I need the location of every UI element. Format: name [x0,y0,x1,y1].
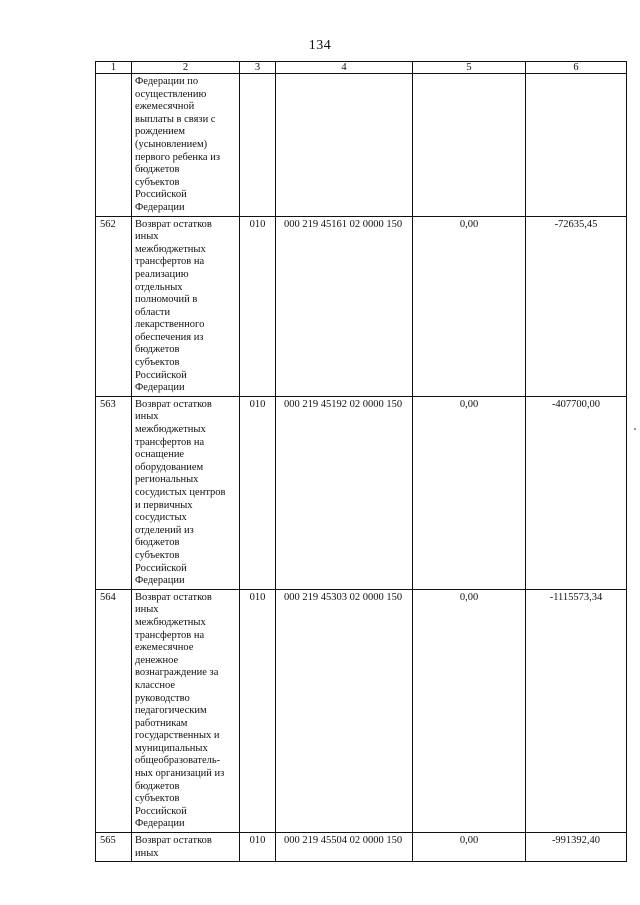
row-name-line: трансфертов на [135,629,205,641]
row-name-line: оснащение [135,449,185,461]
row-name [132,74,240,217]
budget-classification-code: 000 219 45303 02 0000 150 [276,589,413,832]
value-column-6: -407700,00 [526,396,627,589]
value-column-5: 0,00 [413,216,526,396]
row-name [132,589,240,832]
column-number-5: 5 [413,62,526,74]
page-number: 134 [308,38,332,53]
admin-code: 010 [240,216,276,396]
row-name-line: муниципальных [135,742,208,754]
row-name-line: Федерации по [135,76,199,87]
row-name-line: первого ребенка из [135,151,220,163]
row-name-line: региональных [135,474,199,486]
row-name-line: работникам [135,717,188,729]
row-name-line: ежемесячное [135,642,194,654]
row-number: 562 [96,216,132,396]
row-name-line: осуществлению [135,88,207,100]
row-name-line: Российской [135,189,187,201]
budget-classification-code: 000 219 45504 02 0000 150 [276,833,413,862]
row-name-line: рождением [135,126,186,138]
row-name-line: Федерации [135,201,185,213]
row-name-line: Федерации [135,575,185,587]
row-name-line: Федерации [135,382,185,394]
row-number: 563 [96,396,132,589]
value-column-6: -1115573,34 [526,589,627,832]
row-name-line: (усыновлением) [135,138,208,150]
row-number [96,74,132,217]
row-name-line: Федерации [135,818,185,830]
value-column-6: -72635,45 [526,216,627,396]
row-name-line: Возврат остатков [135,835,212,847]
row-name [132,833,240,862]
row-name-line: бюджетов [135,344,180,356]
row-number: 565 [96,833,132,862]
table-row [96,833,627,862]
row-name-line: отделений из [135,524,194,536]
table-row [96,589,627,832]
row-name-line: Возврат остатков [135,591,212,603]
row-name-line: области [135,306,171,318]
row-name-line: обеспечения из [135,331,204,343]
column-number-4: 4 [276,62,413,74]
admin-code [240,74,276,217]
row-name-line: субъектов [135,549,180,561]
row-name-line: лекарственного [135,319,205,331]
column-number-6: 6 [526,62,627,74]
row-name-line: выплаты в связи с [135,113,216,125]
column-number-1: 1 [96,62,132,74]
row-name-line: ных организаций из [135,768,225,780]
budget-classification-code [276,74,413,217]
scan-speck [634,428,636,430]
admin-code: 010 [240,396,276,589]
row-name-line: иных [135,411,159,423]
row-name-line: иных [135,604,159,616]
row-name-line: отдельных [135,281,183,293]
admin-code: 010 [240,833,276,862]
table-row [96,74,627,217]
row-name-line: сосудистых центров [135,487,226,498]
row-name-line: трансфертов на [135,256,205,268]
row-name-line: субъектов [135,176,180,188]
row-name-line: субъектов [135,357,180,369]
row-name-line: субъектов [135,793,180,805]
row-name-line: межбюджетных [135,616,206,628]
row-name-line: межбюджетных [135,243,206,255]
row-name [132,216,240,396]
row-name-line: полномочий в [135,294,198,306]
row-name-line: бюджетов [135,537,180,549]
row-name-line: реализацию [135,268,189,280]
value-column-5: 0,00 [413,589,526,832]
row-name-line: классное [135,679,175,691]
row-name-line: денежное [135,654,179,666]
row-name-line: ежемесячной [135,101,195,113]
row-name-line: Возврат остатков [135,218,212,230]
budget-classification-code: 000 219 45192 02 0000 150 [276,396,413,589]
row-name-line: государственных и [135,730,220,742]
column-number-row [96,62,627,74]
value-column-5: 0,00 [413,396,526,589]
value-column-6 [526,74,627,217]
row-name-line: и первичных [135,499,193,511]
budget-classification-code: 000 219 45161 02 0000 150 [276,216,413,396]
row-name-line: иных [135,847,159,859]
row-number: 564 [96,589,132,832]
row-name-line: Российской [135,805,187,817]
row-name-line: иных [135,231,159,243]
row-name-line: сосудистых [135,512,187,524]
row-name-line: трансфертов на [135,436,205,448]
value-column-6: -991392,40 [526,833,627,862]
row-name-line: Российской [135,369,187,381]
budget-table [95,61,627,862]
row-name-line: Возврат остатков [135,398,212,410]
row-name-line: вознаграждение за [135,667,219,679]
value-column-5: 0,00 [413,833,526,862]
column-number-2: 2 [132,62,240,74]
row-name-line: оборудованием [135,461,204,473]
table-row [96,396,627,589]
table-row [96,216,627,396]
value-column-5 [413,74,526,217]
row-name-line: общеобразователь- [135,755,221,767]
row-name-line: бюджетов [135,780,180,792]
row-name-line: бюджетов [135,164,180,176]
row-name-line: руководство [135,692,190,704]
row-name-line: межбюджетных [135,424,206,436]
column-number-3: 3 [240,62,276,74]
admin-code: 010 [240,589,276,832]
row-name [132,396,240,589]
row-name-line: педагогическим [135,705,207,717]
row-name-line: Российской [135,562,187,574]
